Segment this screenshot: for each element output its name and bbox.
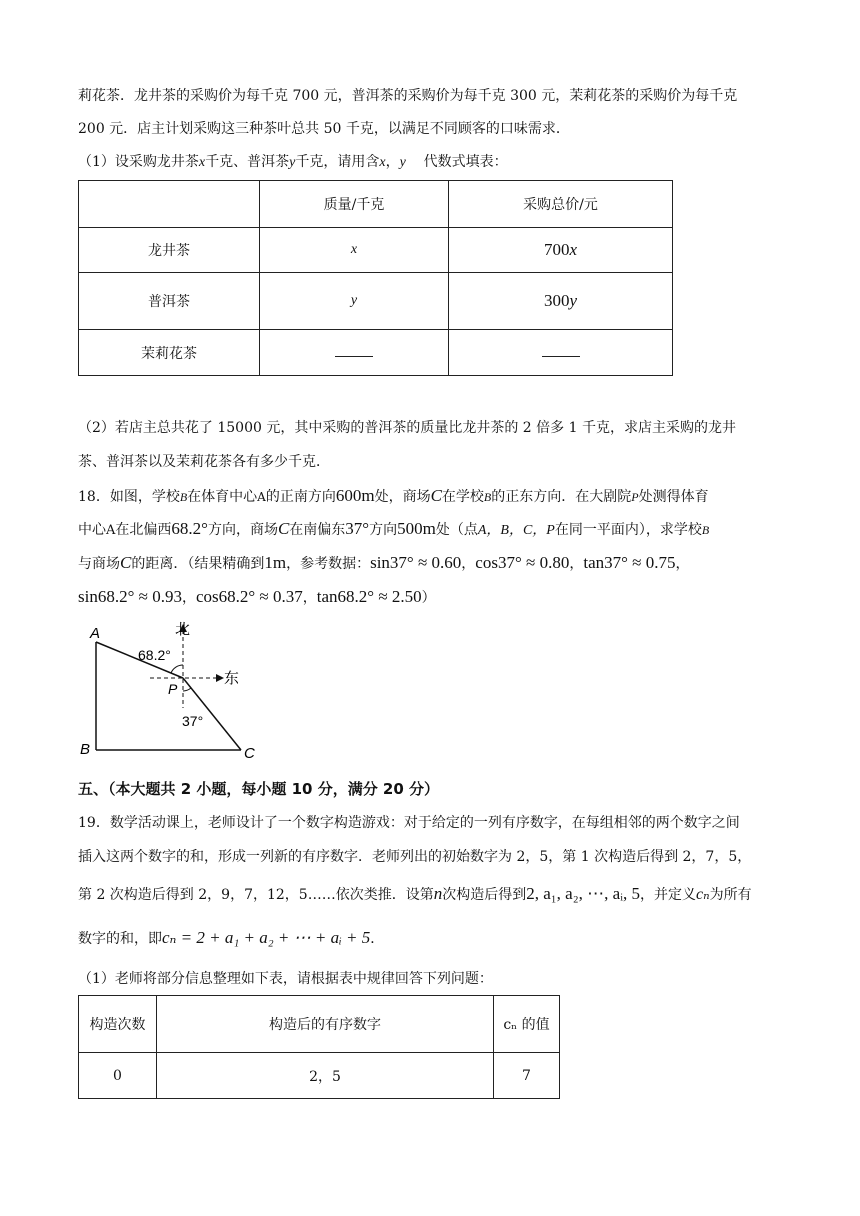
question-18-line	[78, 519, 709, 541]
table-header-cell	[79, 181, 260, 228]
table-header-cell: cₙ 的值	[494, 996, 560, 1053]
text: 在体育中心	[187, 489, 258, 505]
text: 的正南方向	[265, 489, 336, 505]
question-19-sub1: （1）老师将部分信息整理如下表，请根据表中规律回答下列问题：	[78, 971, 493, 987]
text: 方向	[369, 522, 398, 538]
construction-table	[78, 995, 560, 1099]
tea-price	[449, 273, 673, 330]
text: 处，商场	[374, 489, 431, 505]
text: 的距离．（结果精确到	[131, 556, 265, 572]
var-y: y	[399, 155, 406, 170]
label-A: A	[90, 625, 101, 642]
text: 数字的和，即	[78, 931, 162, 947]
table-header-row	[79, 181, 673, 228]
table-row	[79, 228, 673, 273]
angle-arc-1	[171, 665, 183, 673]
point-B: B	[179, 490, 188, 504]
point-C: C	[120, 553, 132, 572]
text: 的正东方向．在大剧院	[491, 489, 632, 505]
text: 处（点	[435, 522, 478, 538]
text: 次构造后得到	[442, 887, 527, 903]
price-variable: x	[569, 240, 578, 259]
table-header-cell: 质量/千克	[260, 181, 449, 228]
question-18-line: 与商场C的距离．（结果精确到1m，参考数据：sin37° ≈ 0.60，cos37° ≈ 0.80，tan37° ≈ 0.75，	[78, 553, 690, 572]
answer-blank-price[interactable]	[449, 330, 673, 376]
text: 代数式填表：	[423, 154, 508, 170]
question-19-line	[78, 928, 384, 949]
construction-count: 0	[79, 1053, 157, 1099]
question-19-line: 插入这两个数字的和，形成一列新的有序数字．老师列出的初始数字为 2，5，第 1 次构造后得到 2，7，5，	[78, 849, 752, 865]
tea-mass: y	[260, 273, 449, 330]
text: 中心	[78, 522, 106, 538]
label-north: 北	[175, 621, 191, 638]
tea-price	[449, 228, 673, 273]
text: 在学校	[441, 489, 484, 505]
table-header-row	[79, 996, 560, 1053]
table-row	[79, 1053, 560, 1099]
label-angle-2: 37°	[182, 713, 204, 729]
ref-tan68: tan68.2° ≈ 2.50	[316, 587, 422, 606]
ref-cos37: cos37° ≈ 0.80	[475, 553, 570, 572]
text: 为所有	[709, 887, 752, 903]
section-title: 五、（本大题共 2 小题，每小题 10 分，满分 20 分）	[78, 780, 440, 798]
price-variable: y	[569, 291, 578, 310]
point-A: A	[257, 490, 266, 504]
text: 处测得体育	[638, 489, 709, 505]
var-y: y	[289, 155, 296, 170]
angle-arc-2	[183, 688, 191, 691]
construction-sequence: 2，5	[157, 1053, 494, 1099]
price-number: 700	[543, 240, 570, 259]
table-header-cell: 构造次数	[79, 996, 157, 1053]
ref-cos68: cos68.2° ≈ 0.37	[195, 587, 303, 606]
text: 第 2 次构造后得到 2，9，7，12，5……依次类推．设第	[78, 887, 434, 903]
blank-line	[335, 344, 373, 357]
question-19-line: 19．数学活动课上，老师设计了一个数字构造游戏：对于给定的一列有序数字，在每组相邻的两个数字之间	[78, 815, 740, 831]
ref-sin37: sin37° ≈ 0.60	[370, 553, 462, 572]
question-2-line: （2）若店主总共花了 15000 元，其中采购的普洱茶的质量比龙井茶的 2 倍多 1 千克，求店主采购的龙井	[78, 420, 736, 436]
angle-1: 68.2°	[171, 519, 208, 538]
text: 千克、普洱茶	[205, 154, 290, 170]
angle-2: 37°	[345, 519, 370, 538]
label-angle-1: 68.2°	[138, 647, 171, 663]
distance-1: 600m	[335, 486, 375, 505]
question-18-line: sin68.2° ≈ 0.93，cos68.2° ≈ 0.37，tan68.2° ≈ 2.50）	[78, 587, 436, 606]
var-x: x	[198, 155, 206, 170]
tea-table	[78, 180, 673, 376]
text: 在同一平面内），求学校	[554, 522, 702, 538]
question-18-line	[78, 486, 709, 507]
text: 与商场	[78, 556, 120, 572]
label-C: C	[244, 745, 255, 760]
text: （1）设采购龙井茶	[78, 154, 199, 170]
ref-tan37: tan37° ≈ 0.75	[583, 553, 676, 572]
east-arrow-icon	[216, 674, 224, 682]
tea-name: 龙井茶	[79, 228, 260, 273]
tea-name: 普洱茶	[79, 273, 260, 330]
point-P: P	[631, 490, 639, 504]
price-number: 300	[543, 291, 570, 310]
question-2-line: 茶、普洱茶以及茉莉花茶各有多少千克．	[78, 454, 330, 470]
label-P: P	[168, 681, 178, 697]
point-C: C	[430, 486, 442, 505]
text: 千克，请用含	[295, 154, 380, 170]
text: ．	[370, 931, 385, 947]
sequence-formula: 2, a₁, a₂, ⋯, aᵢ, 5	[526, 884, 640, 903]
text: 在南偏东	[289, 522, 346, 538]
point-B: B	[483, 490, 492, 504]
var-x: x	[379, 155, 386, 170]
question-1-prompt	[78, 152, 508, 173]
sum-formula: cₙ = 2 + a₁ + a₂ + ⋯ + aᵢ + 5	[162, 928, 371, 947]
text: 在北偏西	[115, 522, 172, 538]
tea-name: 茉莉花茶	[79, 330, 260, 376]
var-n: n	[433, 884, 443, 903]
text: ，参考数据：	[286, 556, 371, 572]
paragraph-line: 莉花茶．龙井茶的采购价为每千克 700 元，普洱茶的采购价为每千克 300 元，茉莉花茶的采购价为每千克	[78, 88, 738, 104]
construction-value: 7	[494, 1053, 560, 1099]
text: ，	[385, 154, 400, 170]
label-east: 东	[224, 670, 240, 687]
ref-sin68: sin68.2° ≈ 0.93	[78, 587, 182, 606]
var-cn: cₙ	[695, 886, 710, 903]
table-row	[79, 330, 673, 376]
distance-2: 500m	[397, 519, 436, 538]
text: ，并定义	[639, 887, 696, 903]
text: ）	[421, 590, 436, 606]
label-B: B	[80, 741, 91, 758]
blank-line	[542, 344, 580, 357]
question-19-line	[78, 884, 752, 905]
table-row	[79, 273, 673, 330]
tea-mass: x	[260, 228, 449, 273]
text: 方向，商场	[207, 522, 278, 538]
geometry-figure	[78, 620, 268, 760]
point-C: C	[277, 519, 290, 538]
precision-unit: 1m	[264, 553, 287, 572]
point-list: A，B，C，P	[477, 523, 555, 538]
point-A: A	[106, 523, 116, 538]
text: 18．如图，学校	[78, 489, 180, 505]
paragraph-line: 200 元．店主计划采购这三种茶叶总共 50 千克，以满足不同顾客的口味需求．	[78, 121, 570, 137]
point-B: B	[701, 523, 710, 537]
table-header-cell: 采购总价/元	[449, 181, 673, 228]
answer-blank-mass[interactable]	[260, 330, 449, 376]
table-header-cell: 构造后的有序数字	[157, 996, 494, 1053]
